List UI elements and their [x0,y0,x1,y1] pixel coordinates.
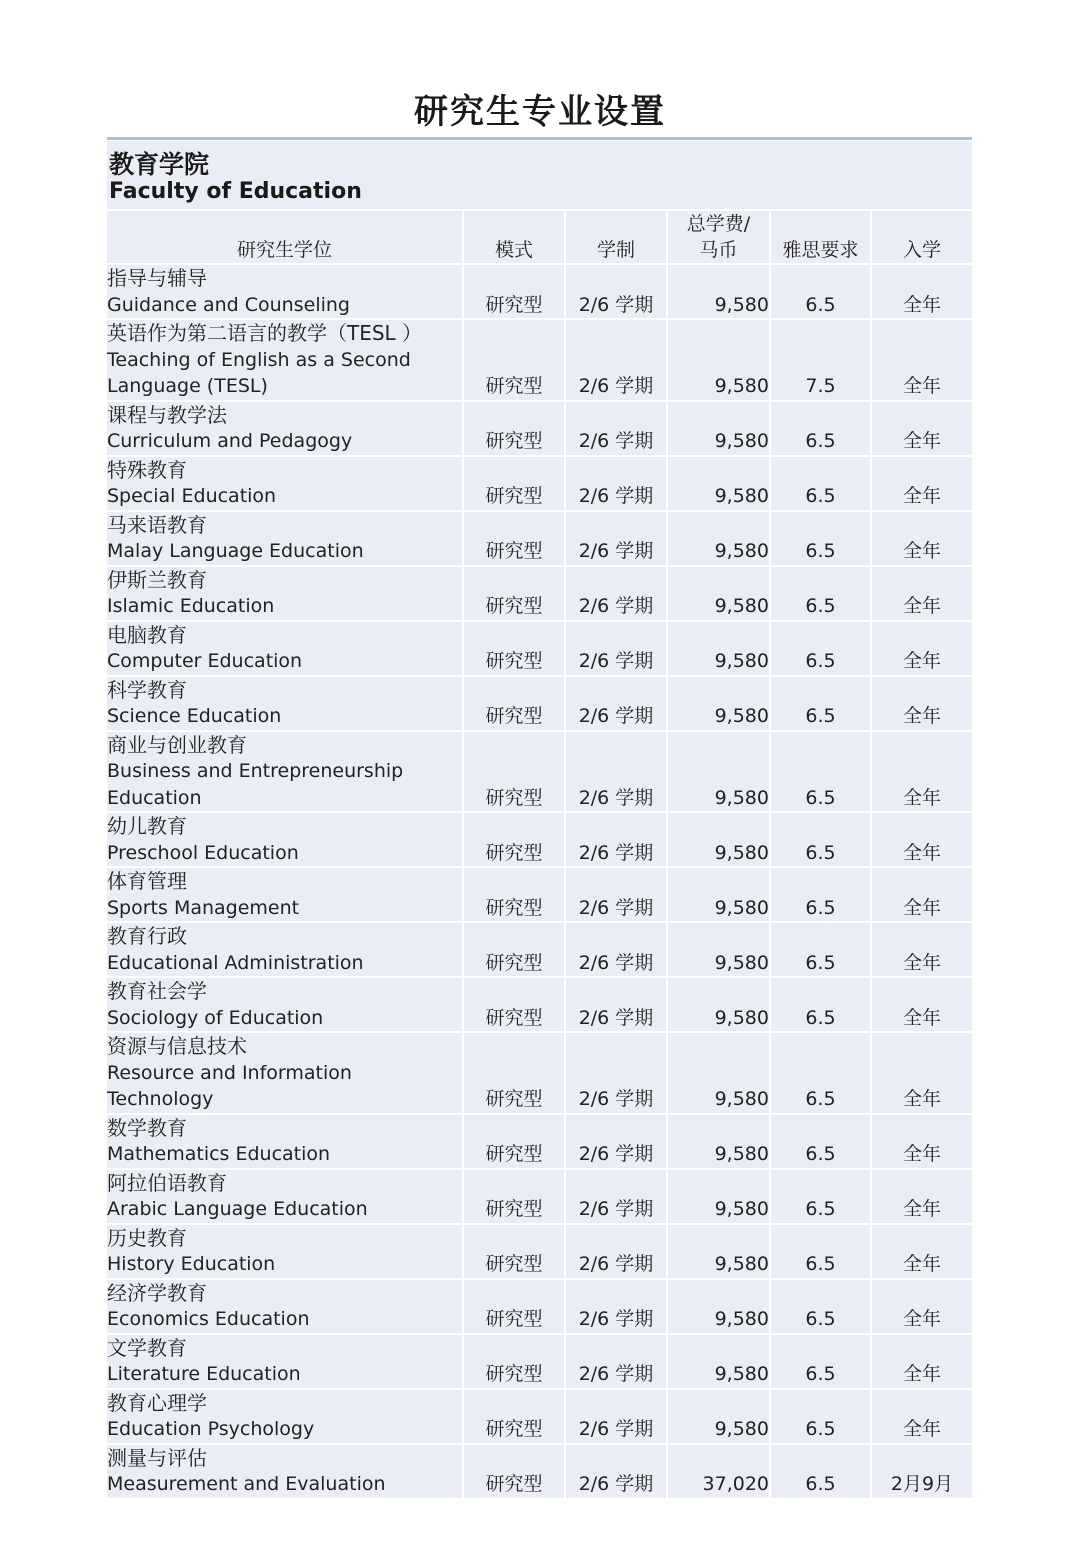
program-fee: 9,580 [668,265,771,320]
program-name-cell [107,567,464,622]
program-name-cell [107,813,464,868]
program-duration: 2/6 学期 [566,1335,668,1390]
program-mode: 研究型 [464,1033,566,1115]
programs-table [107,211,972,1500]
program-name-zh: 历史教育 [107,1225,187,1250]
program-name-cell [107,923,464,978]
program-fee: 9,580 [668,868,771,923]
program-name-en: Measurement and Evaluation [107,1473,386,1495]
program-name-cell [107,1170,464,1225]
program-name-zh: 马来语教育 [107,512,207,537]
program-name-cell [107,265,464,320]
program-intake: 全年 [872,1280,972,1335]
program-ielts: 6.5 [771,512,872,567]
program-duration: 2/6 学期 [566,978,668,1033]
program-ielts: 6.5 [771,677,872,732]
table-row [107,813,972,868]
program-fee: 9,580 [668,402,771,457]
program-name-cell [107,1445,464,1500]
program-ielts: 6.5 [771,1390,872,1445]
program-name-zh: 阿拉伯语教育 [107,1170,227,1195]
program-name-zh: 特殊教育 [107,457,187,482]
table-row [107,978,972,1033]
program-name-zh: 指导与辅导 [107,266,207,290]
program-name-zh: 体育管理 [107,869,187,893]
program-duration: 2/6 学期 [566,1390,668,1445]
program-mode: 研究型 [464,512,566,567]
program-name-cell [107,1033,464,1115]
program-name-cell [107,402,464,457]
program-ielts: 6.5 [771,567,872,622]
program-ielts: 6.5 [771,457,872,512]
header-fee [668,211,771,265]
program-duration: 2/6 学期 [566,732,668,814]
program-fee: 9,580 [668,677,771,732]
program-name-en: Islamic Education [107,595,275,617]
program-name-cell [107,320,464,402]
table-row [107,622,972,677]
program-name-zh: 商业与创业教育 [107,732,247,757]
program-intake: 全年 [872,1170,972,1225]
program-duration: 2/6 学期 [566,402,668,457]
program-fee: 9,580 [668,320,771,402]
program-name-zh: 英语作为第二语言的教学（TESL ） [107,321,423,345]
program-fee: 9,580 [668,622,771,677]
program-name-cell [107,457,464,512]
program-fee: 9,580 [668,1225,771,1280]
program-intake: 全年 [872,512,972,567]
program-duration: 2/6 学期 [566,457,668,512]
program-duration: 2/6 学期 [566,265,668,320]
program-duration: 2/6 学期 [566,1445,668,1500]
program-name-en: Guidance and Counseling [107,293,350,316]
program-intake: 全年 [872,1335,972,1390]
program-name-zh: 幼儿教育 [107,814,187,838]
program-duration: 2/6 学期 [566,622,668,677]
program-fee: 9,580 [668,813,771,868]
header-degree: 研究生学位 [107,211,464,265]
header-intake: 入学 [872,211,972,265]
program-name-zh: 电脑教育 [107,622,187,647]
program-intake: 全年 [872,1115,972,1170]
program-ielts: 6.5 [771,1115,872,1170]
program-name-en: Sports Management [107,896,300,919]
program-name-cell [107,732,464,814]
faculty-name-en: Faculty of Education [109,179,362,204]
table-row [107,1225,972,1280]
program-name-en: Sociology of Education [107,1006,324,1029]
program-mode: 研究型 [464,923,566,978]
program-fee: 9,580 [668,923,771,978]
program-fee: 9,580 [668,1170,771,1225]
program-intake: 全年 [872,457,972,512]
program-intake: 全年 [872,622,972,677]
program-mode: 研究型 [464,567,566,622]
program-duration: 2/6 学期 [566,1280,668,1335]
table-row [107,1033,972,1115]
program-name-cell [107,1115,464,1170]
program-mode: 研究型 [464,1390,566,1445]
program-name-en: Economics Education [107,1308,310,1330]
program-intake: 全年 [872,813,972,868]
program-mode: 研究型 [464,457,566,512]
program-intake: 全年 [872,732,972,814]
program-mode: 研究型 [464,1115,566,1170]
program-ielts: 6.5 [771,978,872,1033]
program-mode: 研究型 [464,402,566,457]
program-duration: 2/6 学期 [566,567,668,622]
program-name-cell [107,978,464,1033]
program-ielts: 6.5 [771,1033,872,1115]
program-duration: 2/6 学期 [566,923,668,978]
title-divider [107,137,972,140]
program-name-zh: 经济学教育 [107,1280,207,1305]
program-name-en: Science Education [107,705,282,727]
program-mode: 研究型 [464,1170,566,1225]
program-mode: 研究型 [464,868,566,923]
program-name-en: Curriculum and Pedagogy [107,430,353,452]
program-duration: 2/6 学期 [566,512,668,567]
program-name-cell [107,868,464,923]
program-name-en: Special Education [107,485,277,507]
header-fee-line1: 总学费/ [686,213,751,235]
program-name-zh: 教育行政 [107,924,187,948]
program-ielts: 7.5 [771,320,872,402]
program-mode: 研究型 [464,677,566,732]
table-row [107,512,972,567]
program-name-cell [107,1225,464,1280]
program-fee: 9,580 [668,1115,771,1170]
program-name-en: Arabic Language Education [107,1198,368,1220]
program-name-cell [107,622,464,677]
program-ielts: 6.5 [771,1280,872,1335]
table-row [107,1280,972,1335]
header-fee-line2: 马币 [699,239,738,261]
program-name-en: Resource and Information Technology [107,1061,352,1110]
program-mode: 研究型 [464,1335,566,1390]
program-name-zh: 资源与信息技术 [107,1034,247,1058]
program-ielts: 6.5 [771,923,872,978]
table-row [107,732,972,814]
program-intake: 2月9月 [872,1445,972,1500]
program-mode: 研究型 [464,1225,566,1280]
program-name-cell [107,677,464,732]
program-name-zh: 教育心理学 [107,1390,207,1415]
program-fee: 9,580 [668,1390,771,1445]
program-fee: 9,580 [668,1335,771,1390]
program-ielts: 6.5 [771,1170,872,1225]
table-row [107,677,972,732]
program-fee: 9,580 [668,978,771,1033]
program-ielts: 6.5 [771,402,872,457]
program-fee: 9,580 [668,1033,771,1115]
program-duration: 2/6 学期 [566,1115,668,1170]
program-ielts: 6.5 [771,732,872,814]
program-mode: 研究型 [464,813,566,868]
program-name-en: Education Psychology [107,1418,315,1440]
table-row [107,1170,972,1225]
table-row [107,457,972,512]
program-duration: 2/6 学期 [566,320,668,402]
program-ielts: 6.5 [771,1445,872,1500]
program-mode: 研究型 [464,1445,566,1500]
program-name-zh: 伊斯兰教育 [107,567,207,592]
program-intake: 全年 [872,923,972,978]
program-name-cell [107,512,464,567]
program-name-zh: 数学教育 [107,1115,187,1140]
program-name-cell [107,1390,464,1445]
program-duration: 2/6 学期 [566,1225,668,1280]
program-name-en: Mathematics Education [107,1143,331,1165]
program-intake: 全年 [872,320,972,402]
program-intake: 全年 [872,402,972,457]
program-name-en: Teaching of English as a Second Language (TESL) [107,348,411,397]
table-row [107,1445,972,1500]
program-duration: 2/6 学期 [566,1033,668,1115]
program-mode: 研究型 [464,265,566,320]
table-row [107,265,972,320]
program-ielts: 6.5 [771,813,872,868]
table-row [107,868,972,923]
program-name-zh: 科学教育 [107,677,187,702]
program-fee: 9,580 [668,1280,771,1335]
program-duration: 2/6 学期 [566,868,668,923]
table-row [107,402,972,457]
program-intake: 全年 [872,567,972,622]
page-title: 研究生专业设置 [414,92,666,132]
program-name-zh: 课程与教学法 [107,402,227,427]
table-row [107,923,972,978]
program-intake: 全年 [872,978,972,1033]
table-row [107,567,972,622]
program-mode: 研究型 [464,732,566,814]
program-name-cell [107,1280,464,1335]
program-fee: 9,580 [668,732,771,814]
program-name-en: Educational Administration [107,951,364,974]
program-intake: 全年 [872,1390,972,1445]
program-name-en: Literature Education [107,1363,301,1385]
program-mode: 研究型 [464,622,566,677]
program-name-en: Preschool Education [107,841,299,864]
program-fee: 9,580 [668,512,771,567]
program-ielts: 6.5 [771,1225,872,1280]
faculty-header [107,141,972,209]
header-duration: 学制 [566,211,668,265]
program-name-zh: 测量与评估 [107,1445,207,1470]
program-mode: 研究型 [464,1280,566,1335]
program-ielts: 6.5 [771,622,872,677]
table-row [107,1390,972,1445]
program-duration: 2/6 学期 [566,1170,668,1225]
program-intake: 全年 [872,868,972,923]
program-ielts: 6.5 [771,868,872,923]
header-mode: 模式 [464,211,566,265]
program-mode: 研究型 [464,978,566,1033]
table-header-row [107,211,972,265]
program-name-en: Business and Entrepreneurship Education [107,760,404,809]
header-ielts: 雅思要求 [771,211,872,265]
program-name-en: History Education [107,1253,276,1275]
program-intake: 全年 [872,265,972,320]
program-intake: 全年 [872,1225,972,1280]
program-name-cell [107,1335,464,1390]
program-duration: 2/6 学期 [566,677,668,732]
program-duration: 2/6 学期 [566,813,668,868]
table-row [107,1335,972,1390]
program-intake: 全年 [872,1033,972,1115]
program-name-en: Computer Education [107,650,303,672]
program-ielts: 6.5 [771,265,872,320]
program-name-en: Malay Language Education [107,540,364,562]
program-fee: 37,020 [668,1445,771,1500]
table-row [107,320,972,402]
program-intake: 全年 [872,677,972,732]
program-mode: 研究型 [464,320,566,402]
program-ielts: 6.5 [771,1335,872,1390]
program-fee: 9,580 [668,457,771,512]
program-fee: 9,580 [668,567,771,622]
program-name-zh: 教育社会学 [107,979,207,1003]
program-name-zh: 文学教育 [107,1335,187,1360]
table-row [107,1115,972,1170]
programs-table-body [107,265,972,1500]
faculty-name-zh: 教育学院 [109,150,210,179]
